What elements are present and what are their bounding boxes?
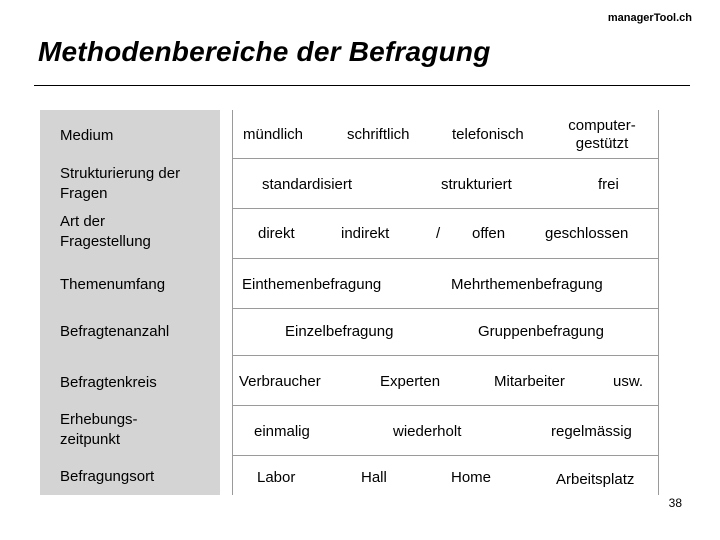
title-divider: [34, 85, 690, 86]
option-einzelbefragung: Einzelbefragung: [285, 323, 394, 340]
option-telefonisch: telefonisch: [452, 126, 524, 143]
row-divider: [232, 355, 659, 356]
option-muendlich: mündlich: [243, 126, 304, 143]
row-divider: [232, 208, 659, 209]
option-hall: Hall: [361, 469, 387, 486]
option-experten: Experten: [380, 373, 441, 390]
option-standardisiert: standardisiert: [262, 176, 353, 193]
label-befragungsort: Befragungsort: [60, 468, 155, 485]
row-divider: [232, 405, 659, 406]
label-befragtenkreis: Befragtenkreis: [60, 374, 157, 391]
option-home: Home: [451, 469, 492, 486]
option-mehrthemenbefragung: Mehrthemenbefragung: [451, 276, 603, 293]
option-geschlossen: geschlossen: [545, 225, 629, 242]
row-divider: [232, 258, 659, 259]
option-arbeitsplatz: Arbeitsplatz: [556, 471, 635, 488]
option-wiederholt: wiederholt: [393, 423, 462, 440]
option-regelmaessig: regelmässig: [551, 423, 632, 440]
option-einmalig: einmalig: [254, 423, 310, 440]
brand-label: managerTool.ch: [607, 12, 692, 24]
option-labor: Labor: [257, 469, 296, 486]
option-indirekt: indirekt: [341, 225, 390, 242]
option-verbraucher: Verbraucher: [239, 373, 321, 390]
label-medium: Medium: [60, 127, 114, 144]
option-offen: offen: [472, 225, 506, 242]
option-separator: /: [436, 225, 441, 242]
row-divider: [232, 308, 659, 309]
option-direkt: direkt: [258, 225, 295, 242]
option-frei: frei: [598, 176, 619, 193]
option-usw: usw.: [613, 373, 644, 390]
row-divider: [232, 158, 659, 159]
label-themenumfang: Themenumfang: [60, 276, 166, 293]
option-einthemenbefragung: Einthemenbefragung: [242, 276, 382, 293]
option-computergestuetzt: computer-gestützt: [568, 117, 636, 152]
page-title: Methodenbereiche der Befragung: [38, 36, 491, 67]
option-strukturiert: strukturiert: [441, 176, 512, 193]
label-strukturierung: Strukturierung der Fragen: [60, 165, 181, 202]
label-befragtenanzahl: Befragtenanzahl: [60, 323, 170, 340]
option-schriftlich: schriftlich: [347, 126, 410, 143]
option-gruppenbefragung: Gruppenbefragung: [478, 323, 604, 340]
page-number: 38: [668, 496, 682, 510]
row-divider: [232, 455, 659, 456]
label-art-der-fragestellung: Art der Fragestellung: [60, 213, 151, 250]
label-erhebungszeitpunkt: Erhebungs-zeitpunkt: [60, 411, 138, 448]
option-mitarbeiter: Mitarbeiter: [494, 373, 565, 390]
